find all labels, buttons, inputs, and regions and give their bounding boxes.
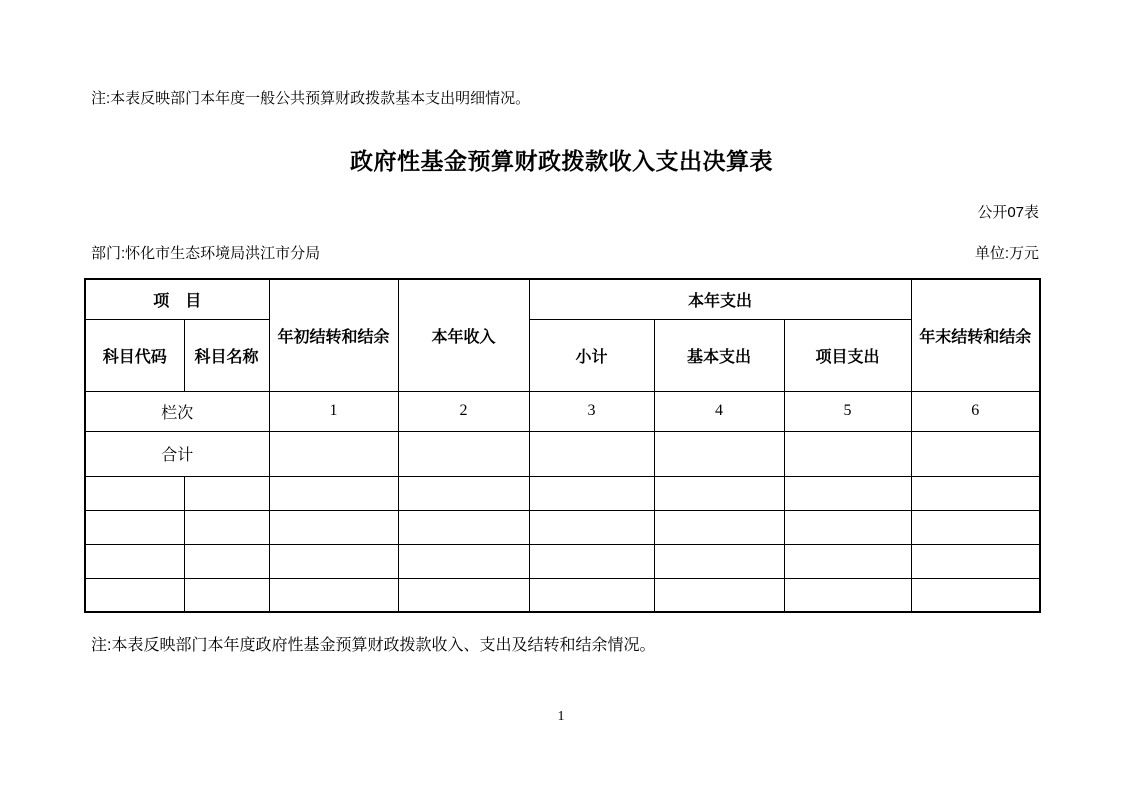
header-item-group: 项 目 bbox=[85, 279, 269, 319]
column-index-3: 3 bbox=[529, 391, 654, 431]
total-cell bbox=[784, 431, 911, 476]
column-index-1: 1 bbox=[269, 391, 398, 431]
empty-cell bbox=[529, 510, 654, 544]
empty-cell bbox=[398, 476, 529, 510]
header-end-balance: 年末结转和结余 bbox=[911, 279, 1040, 391]
form-number-label: 公开07表 bbox=[977, 204, 1039, 221]
header-begin-balance: 年初结转和结余 bbox=[269, 279, 398, 391]
empty-cell bbox=[398, 510, 529, 544]
column-index-6: 6 bbox=[911, 391, 1040, 431]
empty-cell bbox=[184, 544, 269, 578]
empty-cell bbox=[269, 476, 398, 510]
column-index-label: 栏次 bbox=[85, 391, 269, 431]
empty-cell bbox=[269, 544, 398, 578]
empty-cell bbox=[654, 544, 784, 578]
empty-cell bbox=[784, 476, 911, 510]
empty-cell bbox=[784, 544, 911, 578]
total-cell bbox=[529, 431, 654, 476]
header-subject-code: 科目代码 bbox=[85, 319, 184, 391]
header-row-1 bbox=[85, 279, 1040, 319]
empty-cell bbox=[784, 510, 911, 544]
department-label: 部门:怀化市生态环境局洪江市分局 bbox=[91, 245, 321, 262]
empty-row bbox=[85, 578, 1040, 612]
empty-cell bbox=[529, 544, 654, 578]
page-title: 政府性基金预算财政拨款收入支出决算表 bbox=[350, 148, 773, 174]
empty-cell bbox=[529, 476, 654, 510]
empty-cell bbox=[529, 578, 654, 612]
budget-table bbox=[84, 278, 1041, 613]
empty-cell bbox=[911, 476, 1040, 510]
empty-cell bbox=[85, 476, 184, 510]
total-cell bbox=[398, 431, 529, 476]
column-index-row bbox=[85, 391, 1040, 431]
meta-row bbox=[84, 245, 1039, 262]
empty-cell bbox=[911, 510, 1040, 544]
total-row bbox=[85, 431, 1040, 476]
header-basic-expense: 基本支出 bbox=[654, 319, 784, 391]
total-cell bbox=[269, 431, 398, 476]
unit-label: 单位:万元 bbox=[974, 245, 1039, 262]
empty-cell bbox=[85, 578, 184, 612]
header-row-2 bbox=[85, 319, 1040, 391]
empty-cell bbox=[184, 476, 269, 510]
header-current-expense-group: 本年支出 bbox=[529, 279, 911, 319]
column-index-4: 4 bbox=[654, 391, 784, 431]
column-index-2: 2 bbox=[398, 391, 529, 431]
empty-rows bbox=[85, 476, 1040, 612]
empty-cell bbox=[269, 510, 398, 544]
total-row-label: 合计 bbox=[85, 431, 269, 476]
bottom-note: 注:本表反映部门本年度政府性基金预算财政拨款收入、支出及结转和结余情况。 bbox=[91, 637, 656, 654]
empty-cell bbox=[85, 544, 184, 578]
empty-cell bbox=[654, 578, 784, 612]
empty-cell bbox=[398, 578, 529, 612]
column-index-5: 5 bbox=[784, 391, 911, 431]
empty-cell bbox=[911, 578, 1040, 612]
empty-cell bbox=[184, 510, 269, 544]
page-number: 1 bbox=[557, 709, 565, 724]
empty-row bbox=[85, 510, 1040, 544]
header-subject-name: 科目名称 bbox=[184, 319, 269, 391]
empty-cell bbox=[184, 578, 269, 612]
empty-cell bbox=[911, 544, 1040, 578]
empty-row bbox=[85, 476, 1040, 510]
empty-cell bbox=[654, 510, 784, 544]
header-subtotal: 小计 bbox=[529, 319, 654, 391]
empty-cell bbox=[654, 476, 784, 510]
header-project-expense: 项目支出 bbox=[784, 319, 911, 391]
total-cell bbox=[654, 431, 784, 476]
empty-cell bbox=[269, 578, 398, 612]
header-current-income: 本年收入 bbox=[398, 279, 529, 391]
empty-cell bbox=[85, 510, 184, 544]
empty-cell bbox=[784, 578, 911, 612]
empty-row bbox=[85, 544, 1040, 578]
empty-cell bbox=[398, 544, 529, 578]
total-cell bbox=[911, 431, 1040, 476]
top-note: 注:本表反映部门本年度一般公共预算财政拨款基本支出明细情况。 bbox=[91, 90, 531, 107]
